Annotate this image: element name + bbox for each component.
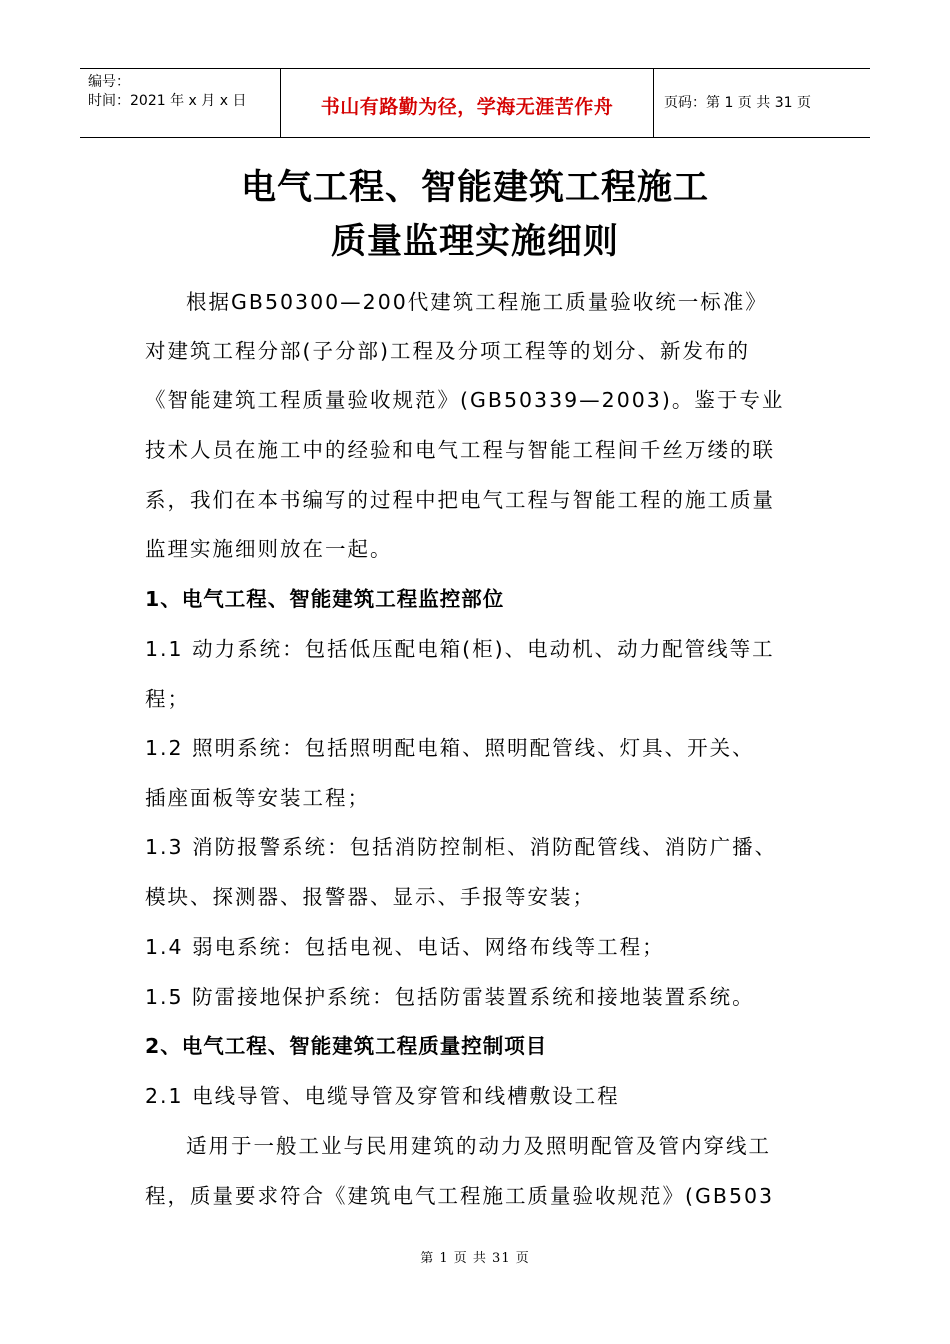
list-item-continuation: 模块、探测器、报警器、显示、手报等安装； bbox=[145, 885, 595, 909]
paragraph-line: 《智能建筑工程质量验收规范》(GB50339—2003)。鉴于专业 bbox=[145, 388, 785, 412]
section-heading: 1、电气工程、智能建筑工程监控部位 bbox=[145, 587, 505, 611]
motto: 书山有路勤为径，学海无涯苦作舟 bbox=[320, 96, 614, 118]
list-item: 1.5 防雷接地保护系统：包括防雷装置系统和接地装置系统。 bbox=[145, 985, 755, 1009]
paragraph-line: 技术人员在施工中的经验和电气工程与智能工程间千丝万缕的联 bbox=[145, 438, 775, 462]
paragraph-line: 根据GB50300—200代建筑工程施工质量验收统一标准》 bbox=[186, 290, 768, 314]
page-label: 页码：第 1 页 共 31 页 bbox=[664, 95, 811, 111]
title-line-2: 质量监理实施细则 bbox=[330, 221, 619, 262]
number-label: 编号： bbox=[88, 74, 130, 90]
list-item-continuation: 插座面板等安装工程； bbox=[145, 786, 370, 810]
header-middle-cell bbox=[280, 69, 654, 137]
page-footer: 第 1 页 共 31 页 bbox=[420, 1251, 530, 1266]
list-item: 1.3 消防报警系统：包括消防控制柜、消防配管线、消防广播、 bbox=[145, 835, 778, 859]
subsection-heading: 2.1 电线导管、电缆导管及穿管和线槽敷设工程 bbox=[145, 1084, 620, 1108]
paragraph-line: 对建筑工程分部(子分部)工程及分项工程等的划分、新发布的 bbox=[145, 339, 750, 363]
paragraph-line: 系，我们在本书编写的过程中把电气工程与智能工程的施工质量 bbox=[145, 488, 775, 512]
paragraph-line: 适用于一般工业与民用建筑的动力及照明配管及管内穿线工 bbox=[186, 1134, 771, 1158]
list-item-continuation: 程； bbox=[145, 687, 190, 711]
title-line-1: 电气工程、智能建筑工程施工 bbox=[240, 167, 709, 208]
paragraph-line: 监理实施细则放在一起。 bbox=[145, 537, 393, 561]
header-left-cell bbox=[80, 69, 280, 137]
time-label: 时间：2021 年 x 月 x 日 bbox=[88, 93, 247, 109]
section-heading: 2、电气工程、智能建筑工程质量控制项目 bbox=[145, 1034, 548, 1058]
list-item: 1.4 弱电系统：包括电视、电话、网络布线等工程； bbox=[145, 935, 665, 959]
list-item: 1.2 照明系统：包括照明配电箱、照明配管线、灯具、开关、 bbox=[145, 736, 755, 760]
header-table bbox=[80, 68, 870, 138]
paragraph-line: 程，质量要求符合《建筑电气工程施工质量验收规范》(GB503 bbox=[145, 1184, 775, 1208]
list-item: 1.1 动力系统：包括低压配电箱(柜)、电动机、动力配管线等工 bbox=[145, 637, 775, 661]
header-right-cell bbox=[654, 69, 870, 137]
